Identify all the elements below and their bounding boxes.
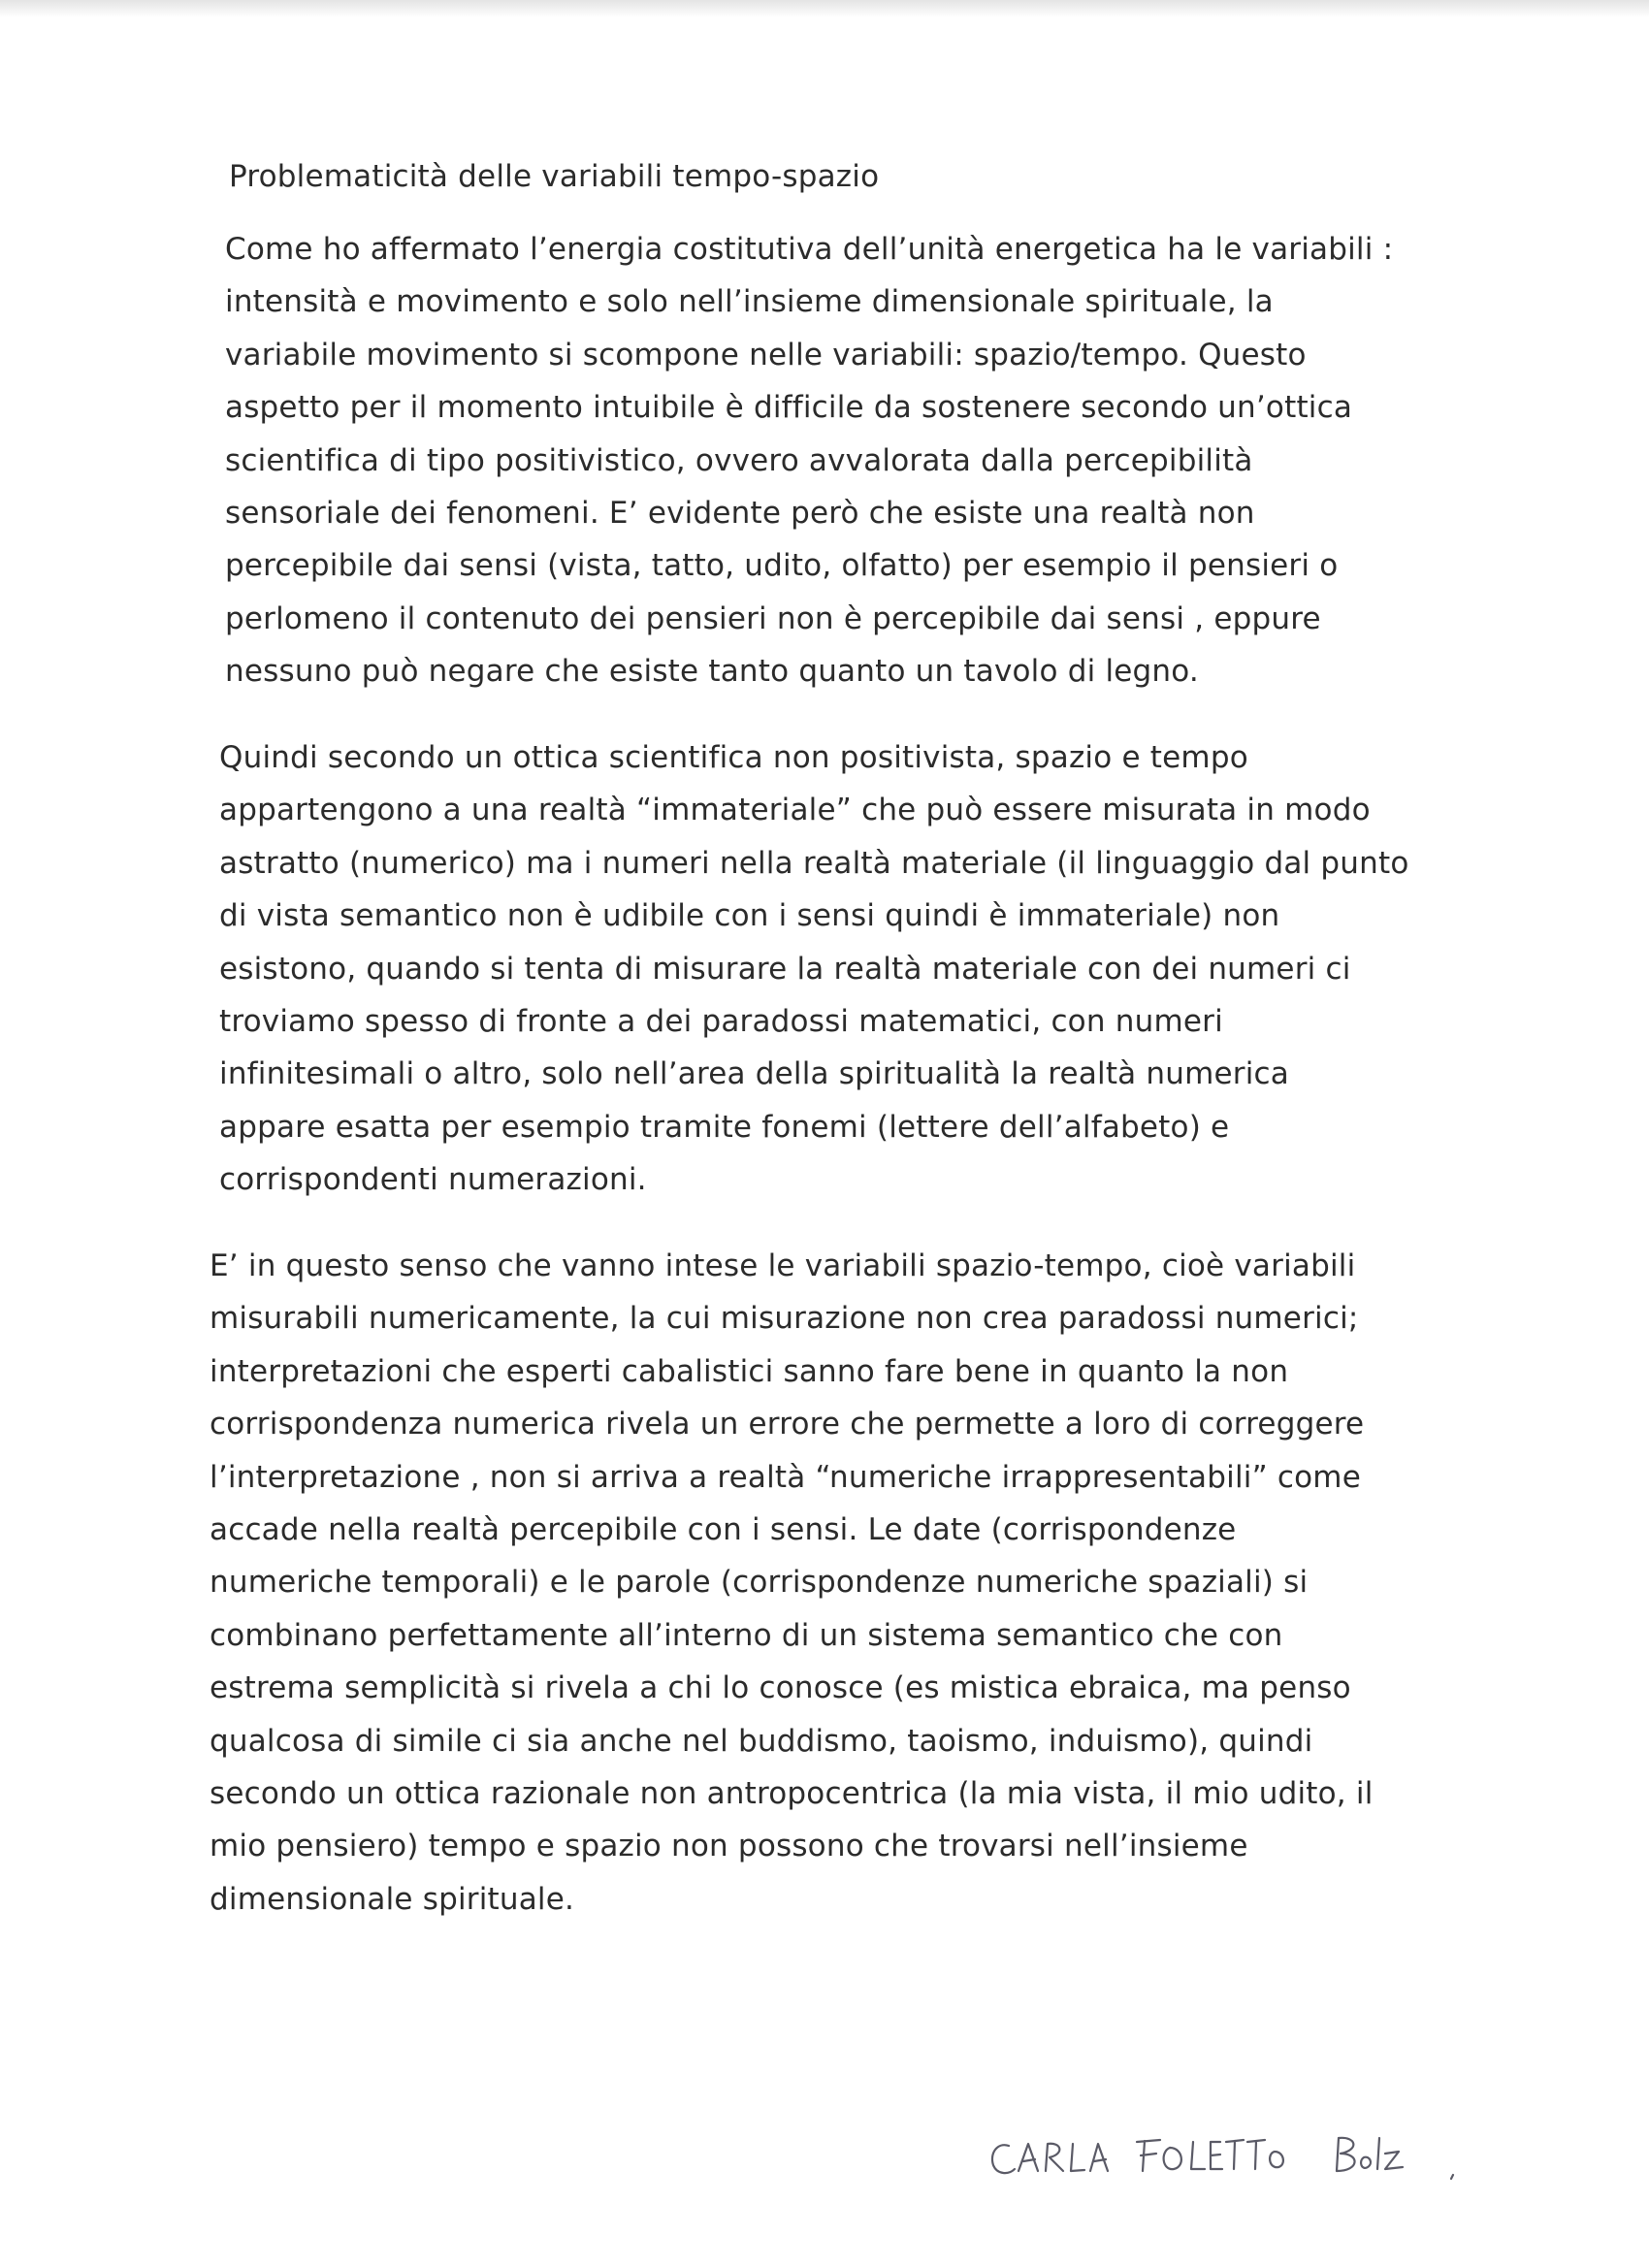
text-line: dimensionale spirituale. bbox=[210, 1881, 575, 1917]
text-line: esistono, quando si tenta di misurare la realtà materiale con dei numeri ci bbox=[219, 951, 1351, 987]
text-line: variabile movimento si scompone nelle variabili: spazio/tempo. Questo bbox=[225, 337, 1307, 373]
text-line: Come ho affermato l’energia costitutiva dell’unità energetica ha le variabili : bbox=[225, 232, 1394, 267]
signature-drawing bbox=[980, 2124, 1523, 2192]
text-line: appare esatta per esempio tramite fonemi (lettere dell’alfabeto) e bbox=[219, 1109, 1230, 1145]
text-line: E’ in questo senso che vanno intese le variabili spazio-tempo, cioè variabili bbox=[210, 1248, 1356, 1283]
text-line: aspetto per il momento intuibile è difficile da sostenere secondo un’ottica bbox=[225, 390, 1353, 426]
text-line: interpretazioni che esperti cabalistici sanno fare bene in quanto la non bbox=[210, 1353, 1289, 1389]
text-line: astratto (numerico) ma i numeri nella realtà materiale (il linguaggio dal punto bbox=[219, 845, 1409, 881]
text-line: scientifica di tipo positivistico, ovvero avvalorata dalla percepibilità bbox=[225, 442, 1253, 478]
text-line: corrispondenti numerazioni. bbox=[219, 1162, 647, 1198]
paragraph-2 bbox=[219, 731, 1480, 1207]
text-line: numeriche temporali) e le parole (corrispondenze numeriche spaziali) si bbox=[210, 1565, 1309, 1601]
text-line: intensità e movimento e solo nell’insieme dimensionale spirituale, la bbox=[225, 284, 1274, 320]
text-line: combinano perfettamente all’interno di un sistema semantico che con bbox=[210, 1617, 1283, 1653]
text-line: accade nella realtà percepibile con i sensi. Le date (corrispondenze bbox=[210, 1512, 1237, 1548]
text-line: l’interpretazione , non si arriva a realtà “numeriche irrappresentabili” come bbox=[210, 1459, 1361, 1495]
text-line: mio pensiero) tempo e spazio non possono che trovarsi nell’insieme bbox=[210, 1829, 1248, 1864]
scan-edge-shadow bbox=[0, 0, 1649, 17]
text-line: qualcosa di simile ci sia anche nel buddismo, taoismo, induismo), quindi bbox=[210, 1723, 1313, 1759]
text-line: troviamo spesso di fronte a dei paradossi matematici, con numeri bbox=[219, 1004, 1223, 1040]
text-line: sensoriale dei fenomeni. E’ evidente però che esiste una realtà non bbox=[225, 496, 1255, 532]
text-line: secondo un ottica razionale non antropocentrica (la mia vista, il mio udito, il bbox=[210, 1776, 1374, 1812]
text-line: appartengono a una realtà “immateriale” che può essere misurata in modo bbox=[219, 793, 1371, 828]
text-line: infinitesimali o altro, solo nell’area della spiritualità la realtà numerica bbox=[219, 1056, 1289, 1092]
paragraph-1 bbox=[225, 223, 1486, 698]
text-line: percepibile dai sensi (vista, tatto, udito, olfatto) per esempio il pensieri o bbox=[225, 548, 1339, 584]
text-line: estrema semplicità si rivela a chi lo conosce (es mistica ebraica, ma penso bbox=[210, 1670, 1351, 1706]
text-line: perlomeno il contenuto dei pensieri non è percepibile dai sensi , eppure bbox=[225, 600, 1321, 636]
handwritten-signature bbox=[980, 2124, 1523, 2192]
text-line: di vista semantico non è udibile con i sensi quindi è immateriale) non bbox=[219, 898, 1280, 934]
paragraph-3 bbox=[210, 1240, 1471, 1926]
text-line: corrispondenza numerica rivela un errore che permette a loro di correggere bbox=[210, 1407, 1365, 1442]
text-line: misurabili numericamente, la cui misurazione non crea paradossi numerici; bbox=[210, 1301, 1359, 1337]
document-title: Problematicità delle variabili tempo-spazio bbox=[229, 159, 880, 194]
text-line: Quindi secondo un ottica scientifica non positivista, spazio e tempo bbox=[219, 740, 1248, 775]
text-line: nessuno può negare che esiste tanto quanto un tavolo di legno. bbox=[225, 654, 1199, 690]
